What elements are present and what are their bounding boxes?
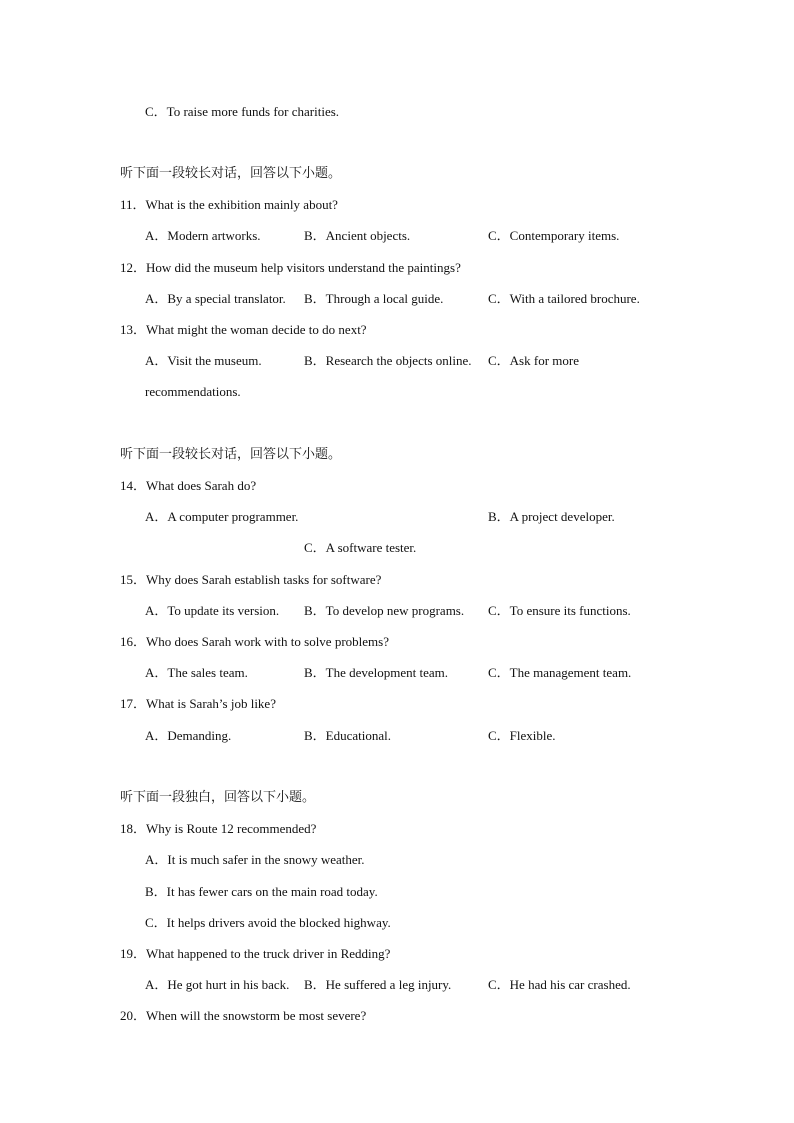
q10-option-c: C．To raise more funds for charities. [145, 104, 340, 119]
q18-option-a: A．It is much safer in the snowy weather. [145, 852, 365, 867]
section-instruction: 听下面一段较长对话，回答以下小题。 [120, 166, 342, 181]
q13-option-c-continued: recommendations. [145, 384, 241, 399]
q11-option-c: C．Contemporary items. [488, 228, 620, 243]
q19-option-a: A．He got hurt in his back. [145, 977, 290, 992]
q17-option-c: C．Flexible. [488, 728, 556, 743]
q11-option-b: B．Ancient objects. [304, 228, 411, 243]
question-15: 15．Why does Sarah establish tasks for software? [120, 572, 382, 587]
q18-option-c: C．It helps drivers avoid the blocked highway. [145, 915, 391, 930]
q13-option-a: A．Visit the museum. [145, 353, 262, 368]
question-14: 14．What does Sarah do? [120, 478, 257, 493]
q12-option-c: C．With a tailored brochure. [488, 291, 640, 306]
q14-option-c: C．A software tester. [304, 540, 417, 555]
q15-option-c: C．To ensure its functions. [488, 603, 631, 618]
q16-option-b: B．The development team. [304, 665, 449, 680]
question-12: 12．How did the museum help visitors understand the paintings? [120, 260, 461, 275]
section-instruction: 听下面一段独白，回答以下小题。 [120, 790, 316, 805]
q15-option-b: B．To develop new programs. [304, 603, 465, 618]
q18-option-b: B．It has fewer cars on the main road today. [145, 884, 378, 899]
q17-option-b: B．Educational. [304, 728, 392, 743]
question-16: 16．Who does Sarah work with to solve problems? [120, 634, 389, 649]
q13-option-c: C．Ask for more [488, 353, 579, 368]
q17-option-a: A．Demanding. [145, 728, 232, 743]
q12-option-a: A．By a special translator. [145, 291, 286, 306]
question-13: 13．What might the woman decide to do next? [120, 322, 367, 337]
q14-option-b: B．A project developer. [488, 509, 615, 524]
q11-option-a: A．Modern artworks. [145, 228, 261, 243]
q16-option-a: A．The sales team. [145, 665, 248, 680]
question-17: 17．What is Sarah’s job like? [120, 696, 276, 711]
q19-option-c: C．He had his car crashed. [488, 977, 631, 992]
q13-option-b: B．Research the objects online. [304, 353, 472, 368]
q14-option-a: A．A computer programmer. [145, 509, 299, 524]
question-18: 18．Why is Route 12 recommended? [120, 821, 317, 836]
q15-option-a: A．To update its version. [145, 603, 280, 618]
q12-option-b: B．Through a local guide. [304, 291, 444, 306]
q16-option-c: C．The management team. [488, 665, 632, 680]
q19-option-b: B．He suffered a leg injury. [304, 977, 452, 992]
question-19: 19．What happened to the truck driver in Redding? [120, 946, 391, 961]
question-20: 20．When will the snowstorm be most severe? [120, 1008, 367, 1023]
question-11: 11．What is the exhibition mainly about? [120, 197, 338, 212]
section-instruction: 听下面一段较长对话，回答以下小题。 [120, 447, 342, 462]
